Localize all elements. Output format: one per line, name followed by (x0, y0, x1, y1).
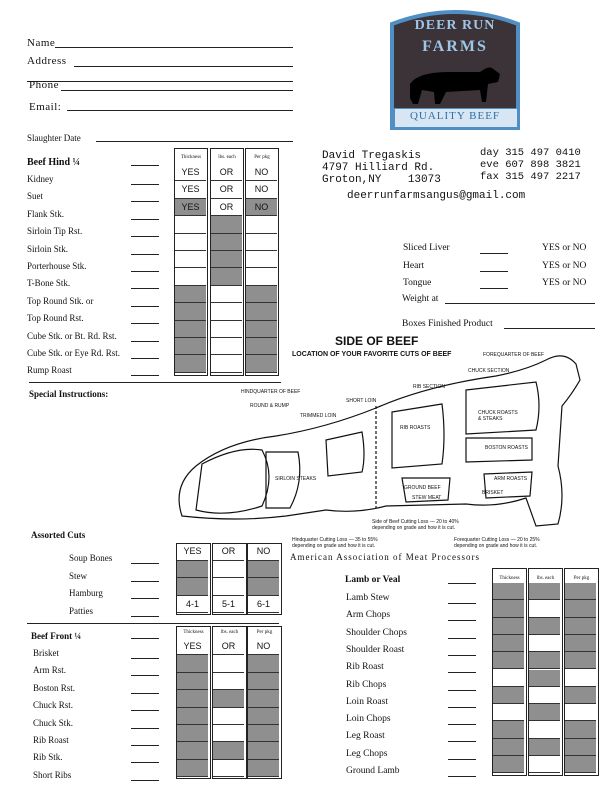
lamb-title: Lamb or Veal (345, 575, 401, 585)
lamb-item-label: Ground Lamb (346, 766, 400, 776)
deer-run-logo (388, 6, 522, 132)
lamb-item-label: Lamb Stew (346, 593, 390, 603)
slaughter-date-label: Slaughter Date (27, 133, 81, 143)
front-cell[interactable] (213, 655, 244, 672)
hind-cell[interactable] (246, 286, 277, 303)
hind-cell[interactable] (175, 234, 206, 251)
weight-label: Weight at (402, 294, 439, 304)
front-top-line (27, 623, 279, 624)
lamb-cell[interactable] (529, 618, 560, 635)
lamb-item-line[interactable] (448, 759, 476, 760)
assorted-cell[interactable]: 4-1 (177, 596, 208, 614)
front-item-line[interactable] (131, 710, 159, 711)
lamb-item-line[interactable] (448, 707, 476, 708)
lamb-cell[interactable] (565, 721, 596, 738)
name-label: Name (27, 37, 56, 49)
diagram-trimmed: TRIMMED LOIN (300, 413, 337, 419)
lamb-cell[interactable] (565, 600, 596, 617)
lamb-cell[interactable] (493, 739, 524, 756)
assorted-cell[interactable]: 5-1 (213, 596, 244, 614)
address-line-2[interactable] (27, 81, 293, 82)
hind-cell[interactable]: OR (211, 199, 242, 216)
assorted-item-label: Soup Bones (69, 553, 113, 563)
hind-item-line[interactable] (131, 271, 159, 272)
lamb-cell[interactable] (529, 704, 560, 721)
diagram-side-loss: Side of Beef Cutting Loss — 20 to 40% depending on grade and how it is cut. (372, 519, 459, 531)
assorted-cell[interactable] (213, 578, 244, 596)
hind-cell[interactable] (246, 268, 277, 285)
front-cell[interactable] (213, 708, 244, 725)
hind-cell[interactable] (211, 216, 242, 233)
front-hdr-perpkg: Per pkg (256, 630, 273, 635)
diagram-forequarter: FOREQUARTER OF BEEF (483, 352, 545, 358)
lamb-item-line[interactable] (448, 724, 476, 725)
front-hdr-thickness: Thickness (183, 630, 204, 635)
hind-item-label: Sirloin Tip Rst. (27, 226, 83, 237)
lamb-item-line[interactable] (448, 638, 476, 639)
contact-street: 4797 Hilliard Rd. (322, 162, 435, 174)
hind-item-label: Cube Stk. or Eye Rd. Rst. (27, 348, 121, 358)
contact-eve: eve 607 898 3821 (480, 159, 581, 171)
address-line[interactable] (74, 66, 293, 67)
diagram-hindquarter: HINDQUARTER OF BEEF (241, 389, 301, 395)
diagram-chuck: CHUCK SECTION (468, 368, 510, 374)
front-cell[interactable]: NO (248, 638, 279, 655)
hind-item-line[interactable] (131, 219, 159, 220)
extra-item-label: Heart (403, 260, 425, 271)
diagram-subtitle: LOCATION OF YOUR FAVORITE CUTS OF BEEF (292, 351, 452, 358)
logo-line3: QUALITY BEEF (409, 110, 501, 122)
boxes-label: Boxes Finished Product (402, 319, 493, 329)
assorted-cell[interactable] (248, 561, 279, 579)
lamb-hdr-lbs: lbs. each (536, 576, 555, 581)
lamb-cell[interactable] (493, 704, 524, 721)
logo-line2: FARMS (422, 38, 488, 55)
diagram-ribroasts: RIB ROASTS (400, 425, 431, 431)
assorted-item-label: Patties (69, 605, 93, 616)
front-cell[interactable] (213, 690, 244, 707)
front-cell[interactable] (248, 742, 279, 759)
contact-fax: fax 315 497 2217 (480, 171, 581, 183)
assorted-item-line[interactable] (131, 598, 159, 599)
assorted-item-line[interactable] (131, 563, 159, 564)
diagram-sirloin: SIRLOIN STEAKS (275, 476, 317, 482)
lamb-cell[interactable] (529, 756, 560, 773)
lamb-cell[interactable] (493, 721, 524, 738)
hind-cell[interactable]: OR (211, 164, 242, 181)
hind-cell[interactable] (175, 216, 206, 233)
hind-cell[interactable]: NO (246, 164, 277, 181)
lamb-cell[interactable] (529, 600, 560, 617)
hind-item-label: Kidney (27, 174, 54, 184)
hind-cell[interactable] (211, 286, 242, 303)
lamb-item-label: Leg Chops (346, 748, 388, 759)
hind-cell[interactable]: YES (175, 181, 206, 198)
front-item-label: Rib Stk. (33, 752, 63, 763)
hind-item-label: Sirloin Stk. (27, 243, 69, 254)
diagram-stew: STEW MEAT (412, 495, 442, 501)
hind-cell[interactable] (211, 321, 242, 338)
email-label: Email: (29, 101, 62, 113)
front-cell[interactable] (248, 760, 279, 777)
front-item-line[interactable] (131, 693, 159, 694)
lamb-item-label: Loin Roast (346, 696, 388, 707)
weight-line[interactable] (445, 303, 595, 304)
front-cell[interactable] (177, 690, 208, 707)
slaughter-date-line[interactable] (96, 141, 293, 142)
lamb-cell[interactable] (565, 618, 596, 635)
hind-item-line[interactable] (131, 254, 159, 255)
hind-item-label: T-Bone Stk. (27, 278, 71, 289)
assorted-cell[interactable] (213, 561, 244, 579)
assorted-cell[interactable] (177, 578, 208, 596)
hind-cell[interactable] (175, 251, 206, 268)
diagram-brisket: BRISKET (482, 490, 504, 496)
lamb-cell[interactable] (493, 600, 524, 617)
front-cell[interactable]: YES (177, 638, 208, 655)
front-cell[interactable] (177, 673, 208, 690)
lamb-item-label: Rib Roast (346, 662, 384, 673)
hind-cell[interactable] (246, 303, 277, 320)
diagram-shortloin: SHORT LOIN (346, 398, 377, 404)
hind-cell[interactable] (246, 251, 277, 268)
lamb-cell[interactable] (565, 687, 596, 704)
lamb-cell[interactable] (529, 583, 560, 600)
front-item-label: Short Ribs (33, 769, 72, 780)
lamb-cell[interactable] (565, 583, 596, 600)
diagram-association: American Association of Meat Processors (290, 552, 480, 562)
lamb-cell[interactable] (529, 670, 560, 687)
contact-city: Groton,NY 13073 (322, 174, 441, 186)
diagram-ground: GROUND BEEF (404, 485, 441, 491)
lamb-cell[interactable] (493, 687, 524, 704)
lamb-cell[interactable] (565, 739, 596, 756)
front-cell[interactable] (177, 742, 208, 759)
front-item-line[interactable] (131, 780, 159, 781)
hind-cell[interactable] (175, 303, 206, 320)
hind-cell[interactable]: NO (246, 199, 277, 216)
front-item-line[interactable] (131, 762, 159, 763)
front-cell[interactable] (248, 673, 279, 690)
lamb-cell[interactable] (565, 704, 596, 721)
front-item-line[interactable] (131, 745, 159, 746)
assorted-item-line[interactable] (131, 616, 159, 617)
assorted-cell[interactable]: OR (213, 543, 244, 561)
hind-cell[interactable]: YES (175, 199, 206, 216)
hind-cell[interactable] (175, 321, 206, 338)
front-item-line[interactable] (131, 675, 159, 676)
hind-title: Beef Hind ¼ (27, 157, 81, 168)
lamb-cell[interactable] (493, 652, 524, 669)
hind-cell[interactable] (246, 234, 277, 251)
front-cell[interactable]: OR (213, 638, 244, 655)
front-cell[interactable] (248, 655, 279, 672)
hind-item-line[interactable] (131, 306, 159, 307)
diagram-roasts: CHUCK ROASTS & STEAKS (478, 410, 518, 422)
lamb-item-label: Shoulder Roast (346, 644, 405, 655)
lamb-item-label: Arm Chops (346, 610, 391, 621)
lamb-hdr-thickness: Thickness (499, 576, 520, 581)
diagram-title: SIDE OF BEEF (335, 334, 419, 348)
hind-item-line[interactable] (131, 375, 159, 376)
diagram-arm: ARM ROASTS (494, 476, 528, 482)
front-cell[interactable] (213, 760, 244, 777)
lamb-item-line[interactable] (448, 603, 476, 604)
hind-title-line (131, 165, 159, 166)
hind-item-label: Top Round Rst. (27, 313, 84, 324)
logo-line1: DEER RUN (414, 18, 496, 33)
front-item-label: Brisket (33, 648, 59, 658)
diagram-hind-loss: Hindquarter Cutting Loss — 35 to 55% depending on grade and how it is cut. (292, 537, 378, 549)
diagram-rib: RIB SECTION (413, 384, 445, 390)
extra-item-line[interactable] (480, 253, 508, 254)
hind-cell[interactable] (211, 251, 242, 268)
hind-item-line[interactable] (131, 184, 159, 185)
lamb-cell[interactable] (565, 635, 596, 652)
lamb-cell[interactable] (529, 739, 560, 756)
hind-item-line[interactable] (131, 236, 159, 237)
hind-cell[interactable] (175, 268, 206, 285)
front-item-line[interactable] (131, 728, 159, 729)
assorted-item-label: Hamburg (69, 588, 103, 599)
front-cell[interactable] (248, 725, 279, 742)
hind-cell[interactable]: NO (246, 181, 277, 198)
boxes-line[interactable] (504, 328, 595, 329)
hind-cell[interactable] (246, 216, 277, 233)
assorted-cell[interactable]: NO (248, 543, 279, 561)
hind-item-label: Porterhouse Stk. (27, 261, 87, 271)
contact-day: day 315 497 0410 (480, 147, 581, 159)
lamb-item-label: Loin Chops (346, 714, 391, 725)
hind-item-label: Flank Stk. (27, 208, 65, 219)
diagram-fore-loss: Forequarter Cutting Loss — 20 to 25% depending on grade and how it is cut. (454, 537, 540, 549)
hind-item-label: Cube Stk. or Bt. Rd. Rst. (27, 330, 117, 341)
extra-item-line[interactable] (480, 271, 508, 272)
assorted-title: Assorted Cuts (31, 530, 86, 540)
contact-email[interactable]: deerrunfarmsangus@gmail.com (347, 190, 526, 202)
phone-line[interactable] (61, 90, 293, 91)
lamb-cell[interactable] (565, 756, 596, 773)
lamb-cell[interactable] (493, 635, 524, 652)
email-line[interactable] (67, 110, 293, 111)
diagram-boston: BOSTON ROASTS (485, 445, 528, 451)
lamb-item-label: Rib Chops (346, 679, 387, 690)
lamb-item-line[interactable] (448, 776, 476, 777)
hind-item-label: Suet (27, 191, 44, 202)
lamb-cell[interactable] (493, 670, 524, 687)
extra-item-line[interactable] (480, 288, 508, 289)
assorted-cell[interactable]: YES (177, 543, 208, 561)
hind-hdr-thickness: Thickness (180, 155, 202, 160)
front-item-label: Rib Roast (33, 735, 69, 745)
hind-item-line[interactable] (131, 358, 159, 359)
front-title: Beef Front ¼ (31, 631, 82, 641)
assorted-cell[interactable] (248, 578, 279, 596)
hind-cell[interactable] (246, 321, 277, 338)
front-cell[interactable] (177, 760, 208, 777)
lamb-cell[interactable] (565, 652, 596, 669)
hind-cell[interactable] (211, 268, 242, 285)
hind-hdr-lbs: lbs. each (218, 155, 236, 160)
phone-label: Phone (29, 79, 59, 91)
hind-cell[interactable] (211, 234, 242, 251)
address-label: Address (27, 55, 67, 67)
lamb-cell[interactable] (493, 583, 524, 600)
front-hdr-lbs: lbs. each (220, 630, 239, 635)
extra-yes-no[interactable]: YES or NO (542, 278, 587, 288)
hind-cell[interactable]: OR (211, 181, 242, 198)
extra-yes-no[interactable]: YES or NO (542, 243, 587, 253)
assorted-item-line[interactable] (131, 581, 159, 582)
lamb-cell[interactable] (529, 721, 560, 738)
lamb-cell[interactable] (529, 652, 560, 669)
hind-item-line[interactable] (131, 288, 159, 289)
assorted-cell[interactable] (177, 561, 208, 579)
hind-item-line[interactable] (131, 201, 159, 202)
front-cell[interactable] (213, 742, 244, 759)
lamb-cell[interactable] (493, 618, 524, 635)
lamb-cell[interactable] (529, 687, 560, 704)
lamb-cell[interactable] (565, 670, 596, 687)
front-cell[interactable] (177, 708, 208, 725)
lamb-item-line[interactable] (448, 620, 476, 621)
lamb-item-line[interactable] (448, 655, 476, 656)
hind-item-label: Rump Roast (27, 365, 72, 376)
front-cell[interactable] (177, 655, 208, 672)
hind-cell[interactable] (175, 286, 206, 303)
lamb-item-line[interactable] (448, 672, 476, 673)
hind-item-label: Top Round Stk. or (27, 295, 94, 306)
extra-item-label: Sliced Liver (403, 243, 450, 253)
front-item-label: Boston Rst. (33, 682, 76, 693)
special-instructions-label: Special Instructions: (29, 389, 109, 399)
extra-item-label: Tongue (403, 278, 432, 288)
contact-name: David Tregaskis (322, 150, 422, 162)
front-item-label: Chuck Stk. (33, 717, 74, 728)
lamb-cell[interactable] (493, 756, 524, 773)
front-cell[interactable] (248, 708, 279, 725)
front-cell[interactable] (248, 690, 279, 707)
lamb-item-label: Leg Roast (346, 731, 385, 742)
extra-yes-no[interactable]: YES or NO (542, 260, 587, 271)
lamb-hdr-perpkg: Per pkg (573, 576, 590, 581)
lamb-cell[interactable] (529, 635, 560, 652)
lamb-item-line[interactable] (448, 741, 476, 742)
front-cell[interactable] (213, 673, 244, 690)
hind-hdr-perpkg: Per pkg (254, 155, 270, 160)
assorted-cell[interactable]: 6-1 (248, 596, 279, 614)
hind-cell[interactable] (211, 303, 242, 320)
front-item-line[interactable] (131, 658, 159, 659)
lamb-item-line[interactable] (448, 690, 476, 691)
lamb-item-label: Shoulder Chops (346, 627, 407, 638)
lamb-title-line (448, 583, 476, 584)
name-line[interactable] (55, 47, 293, 48)
hind-item-line[interactable] (131, 341, 159, 342)
assorted-item-label: Stew (69, 570, 87, 581)
hind-cell[interactable]: YES (175, 164, 206, 181)
diagram-round: ROUND & RUMP (250, 403, 290, 409)
front-item-label: Chuck Rst. (33, 700, 74, 711)
front-cell[interactable] (213, 725, 244, 742)
hind-item-line[interactable] (131, 323, 159, 324)
front-item-label: Arm Rst. (33, 665, 67, 676)
front-title-line (131, 638, 159, 639)
beef-side-diagram (166, 346, 596, 536)
front-cell[interactable] (177, 725, 208, 742)
